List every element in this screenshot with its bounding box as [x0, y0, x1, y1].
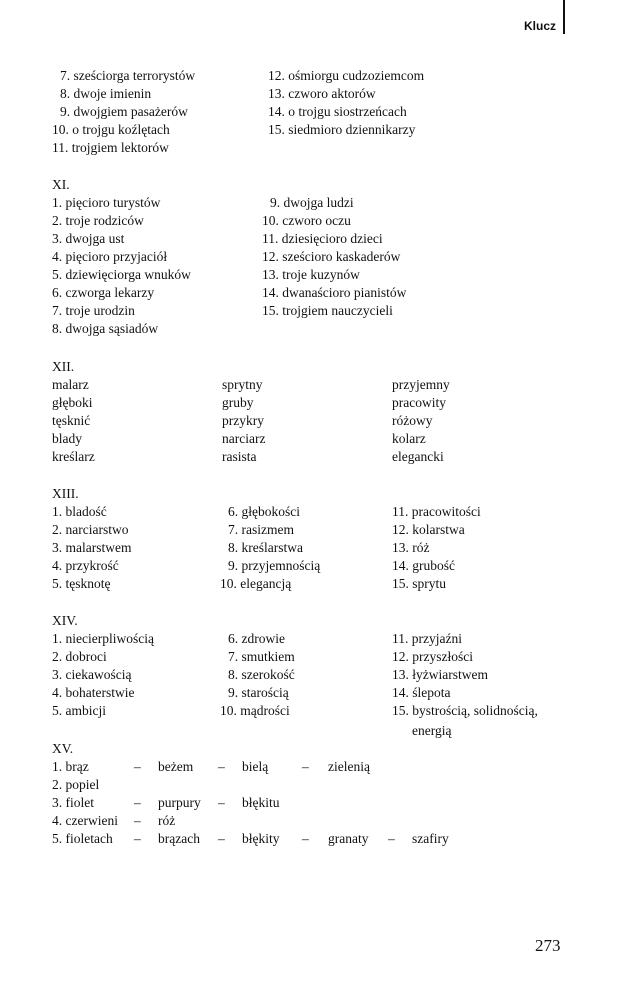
xiv-col3 [392, 630, 538, 720]
list-item: 2. narciarstwo [52, 522, 129, 537]
list-item: 13. róż [392, 540, 430, 555]
dash: – [218, 831, 225, 846]
dash: – [388, 831, 395, 846]
xv-row-number: 3. fiolet [52, 795, 94, 810]
list-item: blady [52, 431, 82, 446]
list-item: 15. siedmioro dziennikarzy [268, 122, 416, 137]
list-item: 2. troje rodziców [52, 213, 144, 228]
list-item: kreślarz [52, 449, 95, 464]
section-title-xi: XI. [52, 177, 70, 192]
list-item: 14. dwanaścioro pianistów [262, 285, 407, 300]
section-title-xii: XII. [52, 359, 75, 374]
list-item-continuation: energią [412, 723, 452, 738]
list-item: 7. smutkiem [228, 649, 295, 664]
list-item: 2. dobroci [52, 649, 107, 664]
xv-word: brązach [158, 831, 200, 846]
list-item: 1. niecierpliwością [52, 631, 154, 646]
list-item: 15. trojgiem nauczycieli [262, 303, 393, 318]
list-item: 6. czworga lekarzy [52, 285, 155, 300]
list-item: 5. ambicji [52, 703, 106, 718]
dash: – [134, 813, 141, 828]
top-col1 [52, 67, 196, 157]
xv-word: zielenią [328, 759, 370, 774]
list-item: 15. sprytu [392, 576, 446, 591]
list-item: 11. przyjaźni [392, 631, 462, 646]
list-item: gruby [222, 395, 254, 410]
list-item: 13. łyżwiarstwem [392, 667, 488, 682]
list-item: głęboki [52, 395, 93, 410]
list-item: 9. starością [228, 685, 289, 700]
list-item: 12. przyszłości [392, 649, 473, 664]
list-item: 12. sześcioro kaskaderów [262, 249, 401, 264]
xv-row-number: 1. brąz [52, 759, 89, 774]
list-item: 7. troje urodzin [52, 303, 135, 318]
header-label: Klucz [523, 19, 556, 33]
list-item: 9. dwojgiem pasażerów [60, 104, 188, 119]
list-item: tęsknić [52, 413, 91, 428]
section-title-xiv: XIV. [52, 613, 78, 628]
list-item: 9. przyjemnością [228, 558, 321, 573]
xiv-col1 [52, 630, 154, 720]
xiii-col1 [52, 503, 131, 593]
list-item: 14. ślepota [392, 685, 451, 700]
xv-word: beżem [158, 759, 194, 774]
list-item: 7. sześciorga terrorystów [60, 68, 196, 83]
list-item: 3. ciekawością [52, 667, 132, 682]
xv-row-number: 4. czerwieni [52, 813, 118, 828]
list-item: 12. ośmiorgu cudzoziemcom [268, 68, 425, 83]
list-item: 3. malarstwem [52, 540, 132, 555]
dash: – [134, 795, 141, 810]
list-item: 4. bohaterstwie [52, 685, 135, 700]
list-item: 6. głębokości [228, 504, 300, 519]
list-item: przykry [222, 413, 264, 428]
section-title-xv: XV. [52, 741, 74, 756]
list-item: 10. o trojgu koźlętach [52, 122, 170, 137]
dash: – [134, 831, 141, 846]
xv-word: szafiry [412, 831, 449, 846]
list-item: narciarz [222, 431, 266, 446]
xv-row-number: 2. popiel [52, 777, 100, 792]
top-col2 [268, 67, 424, 139]
list-item: 1. pięcioro turystów [52, 195, 161, 210]
xv-word: błękitu [242, 795, 280, 810]
dash: – [134, 759, 141, 774]
list-item: 8. dwoje imienin [60, 86, 152, 101]
list-item: malarz [52, 377, 89, 392]
list-item: 4. przykrość [52, 558, 119, 573]
list-item: 8. dwojga sąsiadów [52, 321, 159, 336]
list-item: 7. rasizmem [228, 522, 294, 537]
xv-word: bielą [242, 759, 269, 774]
xv-word: błękity [242, 831, 280, 846]
section-title-xiii: XIII. [52, 486, 79, 501]
header-rule [563, 0, 565, 34]
list-item: elegancki [392, 449, 444, 464]
list-item: 4. pięcioro przyjaciół [52, 249, 168, 264]
list-item: kolarz [392, 431, 426, 446]
list-item: 13. troje kuzynów [262, 267, 360, 282]
xv-word: purpury [158, 795, 201, 810]
dash: – [302, 759, 309, 774]
xv-word: granaty [328, 831, 369, 846]
list-item: 10. czworo oczu [262, 213, 351, 228]
list-item: 6. zdrowie [228, 631, 285, 646]
list-item: 15. bystrością, solidnością, [392, 703, 538, 718]
list-item: 11. trojgiem lektorów [52, 140, 169, 155]
list-item: przyjemny [392, 377, 450, 392]
xiv-col2 [220, 630, 295, 720]
list-item: 12. kolarstwa [392, 522, 465, 537]
list-item: 10. elegancją [220, 576, 292, 591]
xii-col1 [52, 376, 95, 466]
list-item: 11. pracowitości [392, 504, 481, 519]
page-number: 273 [535, 936, 561, 955]
dash: – [218, 795, 225, 810]
list-item: 10. mądrości [220, 703, 290, 718]
list-item: 5. tęsknotę [52, 576, 111, 591]
xiii-col2 [220, 503, 321, 593]
xv-word: róż [158, 813, 176, 828]
xiii-col3 [392, 503, 481, 593]
list-item: pracowity [392, 395, 446, 410]
list-item: rasista [222, 449, 257, 464]
list-item: 8. kreślarstwa [228, 540, 303, 555]
list-item: 14. o trojgu siostrzeńcach [268, 104, 407, 119]
xii-col2 [222, 376, 265, 466]
list-item: 13. czworo aktorów [268, 86, 376, 101]
list-item: 8. szerokość [228, 667, 295, 682]
list-item: 1. bladość [52, 504, 107, 519]
xii-col3 [392, 376, 450, 466]
list-item: 11. dziesięcioro dzieci [262, 231, 383, 246]
list-item: sprytny [222, 377, 263, 392]
xv-row-number: 5. fioletach [52, 831, 113, 846]
list-item: 3. dwojga ust [52, 231, 125, 246]
xi-col2 [262, 194, 407, 320]
list-item: 14. grubość [392, 558, 455, 573]
list-item: 9. dwojga ludzi [270, 195, 354, 210]
list-item: 5. dziewięciorga wnuków [52, 267, 191, 282]
list-item: różowy [392, 413, 433, 428]
dash: – [302, 831, 309, 846]
dash: – [218, 759, 225, 774]
xi-col1 [52, 194, 191, 338]
